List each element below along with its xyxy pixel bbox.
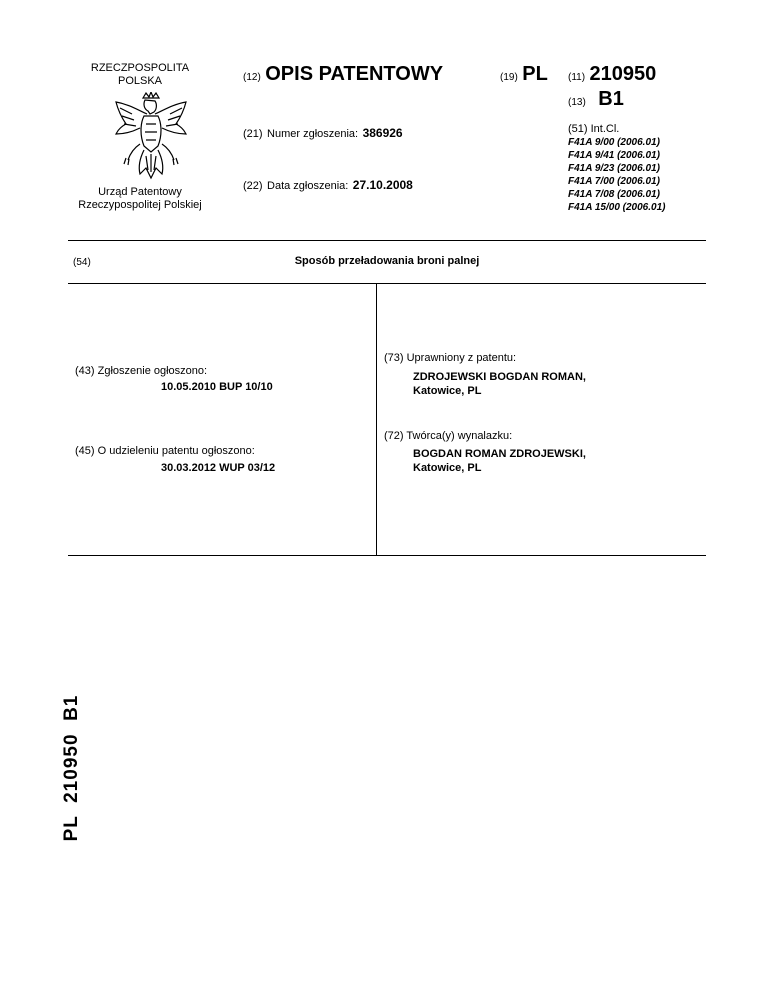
- code-12: (12): [243, 72, 261, 83]
- classification-block: [568, 122, 665, 214]
- classification-header: [568, 122, 665, 136]
- invention-title: Sposób przeładowania broni palnej: [294, 255, 480, 267]
- office-line-2: Rzeczypospolitej Polskiej: [78, 199, 202, 211]
- divider-bottom: [68, 555, 706, 556]
- code-54: (54): [73, 257, 91, 268]
- owner-name: ZDROJEWSKI BOGDAN ROMAN,: [413, 371, 586, 383]
- inventor-label: (72) Twórca(y) wynalazku:: [384, 430, 513, 442]
- inventor-block: [413, 447, 586, 475]
- kind-code: B1: [598, 88, 624, 110]
- inventor-name: BOGDAN ROMAN ZDROJEWSKI,: [413, 448, 586, 460]
- code-51: (51): [568, 123, 588, 135]
- inventor-city: Katowice, PL: [413, 462, 482, 474]
- application-number: 386926: [362, 126, 403, 140]
- ipc-code: F41A 9/41 (2006.01): [568, 150, 660, 161]
- side-patent-identifier: PL 210950 B1: [61, 694, 82, 842]
- kind-code-row: [568, 88, 624, 111]
- owner-label: (73) Uprawniony z patentu:: [384, 352, 517, 364]
- code-11: (11): [568, 72, 586, 83]
- patent-office-name: [40, 186, 240, 212]
- code-21: (21): [243, 128, 263, 140]
- divider-title: [68, 283, 706, 284]
- application-number-label: Numer zgłoszenia:: [267, 128, 359, 140]
- ipc-code: F41A 9/23 (2006.01): [568, 163, 660, 174]
- code-22: (22): [243, 180, 263, 192]
- eagle-emblem-icon: [110, 92, 192, 182]
- country-line-2: POLSKA: [117, 75, 163, 87]
- owner-block: [413, 370, 586, 398]
- application-date-label: Data zgłoszenia:: [267, 180, 349, 192]
- divider-top: [68, 240, 706, 241]
- document-type-row: [243, 63, 443, 86]
- country-code-row: [500, 63, 548, 86]
- classification-label: Int.Cl.: [590, 123, 620, 135]
- grant-publication-label: (45) O udzieleniu patentu ogłoszono:: [75, 445, 255, 457]
- application-number-row: [243, 124, 403, 142]
- grant-publication-value: 30.03.2012 WUP 03/12: [161, 462, 276, 474]
- code-13: (13): [568, 97, 586, 108]
- ipc-code: F41A 7/08 (2006.01): [568, 189, 660, 200]
- document-type: OPIS PATENTOWY: [265, 63, 444, 85]
- divider-vertical: [376, 283, 377, 555]
- patent-number: 210950: [589, 63, 657, 85]
- ipc-code: F41A 9/00 (2006.01): [568, 137, 660, 148]
- country-code: PL: [522, 63, 548, 85]
- owner-city: Katowice, PL: [413, 385, 482, 397]
- patent-number-row: [568, 63, 656, 86]
- country-name: [60, 62, 220, 88]
- application-publication-value: 10.05.2010 BUP 10/10: [161, 381, 273, 393]
- application-date-row: [243, 176, 413, 194]
- country-line-1: RZECZPOSPOLITA: [90, 62, 190, 74]
- code-19: (19): [500, 72, 518, 83]
- application-publication-label: (43) Zgłoszenie ogłoszono:: [75, 365, 208, 377]
- application-date: 27.10.2008: [352, 178, 413, 192]
- ipc-code: F41A 15/00 (2006.01): [568, 202, 666, 213]
- ipc-code: F41A 7/00 (2006.01): [568, 176, 660, 187]
- office-line-1: Urząd Patentowy: [98, 186, 182, 198]
